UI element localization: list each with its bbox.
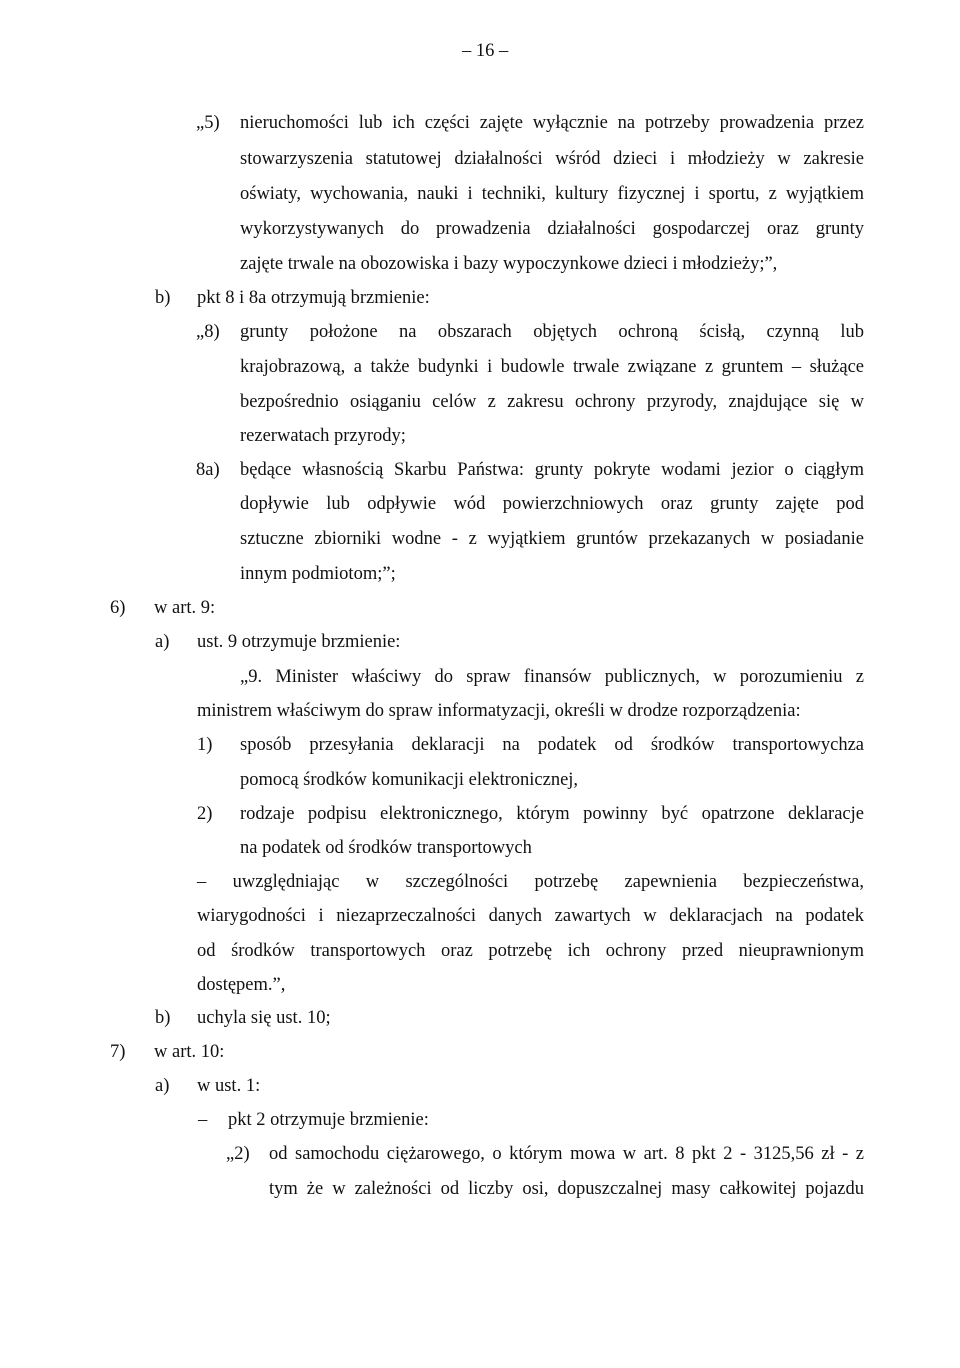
page-number: – 16 – (462, 41, 509, 61)
item-8-line: krajobrazową, a także budynki i budowle trwale związane z gruntem – służące (240, 357, 864, 377)
item-5-line: oświaty, wychowania, nauki i techniki, kultury fizycznej i sportu, z wyjątkiem (240, 184, 864, 204)
ust-9-tail-line: dostępem.”, (197, 975, 286, 995)
ust-9-line: ministrem właściwym do spraw informatyzacji, określi w drodze rozporządzenia: (197, 701, 801, 721)
item-5-marker: „5) (196, 113, 220, 133)
ust-9-point-2-marker: 2) (197, 804, 213, 824)
item-8-line: bezpośrednio osiąganiu celów z zakresu ochrony przyrody, znajdujące się w (240, 392, 864, 412)
item-7-marker: 7) (110, 1042, 126, 1062)
ust-9-tail-line: wiarygodności i niezaprzeczalności danych zawartych w deklaracjach na podatek (197, 906, 864, 926)
ust-9-point-2-line: na podatek od środków transportowych (240, 838, 532, 858)
ust-9-point-1-line: sposób przesyłania deklaracji na podatek od środków transportowychza (240, 735, 864, 755)
ust-9-point-2-line: rodzaje podpisu elektronicznego, którym powinny być opatrzone deklaracje (240, 804, 864, 824)
item-2-line: tym że w zależności od liczby osi, dopuszczalnej masy całkowitej pojazdu (269, 1179, 864, 1199)
item-6b-marker: b) (155, 1008, 171, 1028)
item-8-line: rezerwatach przyrody; (240, 426, 406, 446)
item-8a-line: będące własnością Skarbu Państwa: grunty pokryte wodami jezior o ciągłym (240, 460, 864, 480)
item-6a-marker: a) (155, 632, 170, 652)
item-8-marker: „8) (196, 322, 220, 342)
item-8-line: grunty położone na obszarach objętych ochroną ścisłą, czynną lub (240, 322, 864, 342)
letter-b-text: pkt 8 i 8a otrzymują brzmienie: (197, 288, 430, 308)
item-8a-line: dopływie lub odpływie wód powierzchniowych oraz grunty zajęte pod (240, 494, 864, 514)
item-6-text: w art. 9: (154, 598, 216, 618)
item-5-line: wykorzystywanych do prowadzenia działalności gospodarczej oraz grunty (240, 219, 864, 239)
dash-marker: – (198, 1110, 208, 1130)
item-2-marker: „2) (226, 1144, 250, 1164)
letter-b-marker: b) (155, 288, 171, 308)
item-2-line: od samochodu ciężarowego, o którym mowa w art. 8 pkt 2 - 3125,56 zł - z (269, 1144, 864, 1164)
ust-9-tail-line: – uwzględniając w szczególności potrzebę zapewnienia bezpieczeństwa, (197, 872, 864, 892)
item-8a-line: innym podmiotom;”; (240, 564, 396, 584)
item-6b-text: uchyla się ust. 10; (197, 1008, 331, 1028)
item-7a-marker: a) (155, 1076, 170, 1096)
ust-9-point-1-line: pomocą środków komunikacji elektronicznej, (240, 770, 579, 790)
item-8a-line: sztuczne zbiorniki wodne - z wyjątkiem gruntów przekazanych w posiadanie (240, 529, 864, 549)
item-7-text: w art. 10: (154, 1042, 225, 1062)
item-6a-text: ust. 9 otrzymuje brzmienie: (197, 632, 401, 652)
item-7a-text: w ust. 1: (197, 1076, 261, 1096)
item-5-line: nieruchomości lub ich części zajęte wyłącznie na potrzeby prowadzenia przez (240, 113, 864, 133)
ust-9-line: „9. Minister właściwy do spraw finansów publicznych, w porozumieniu z (240, 667, 864, 687)
item-6-marker: 6) (110, 598, 126, 618)
item-5-line: zajęte trwale na obozowiska i bazy wypoczynkowe dzieci i młodzieży;”, (240, 254, 778, 274)
ust-9-point-1-marker: 1) (197, 735, 213, 755)
dash-text: pkt 2 otrzymuje brzmienie: (228, 1110, 429, 1130)
item-8a-marker: 8a) (196, 460, 220, 480)
ust-9-tail-line: od środków transportowych oraz potrzebę ich ochrony przed nieuprawnionym (197, 941, 864, 961)
item-5-line: stowarzyszenia statutowej działalności wśród dzieci i młodzieży w zakresie (240, 149, 864, 169)
